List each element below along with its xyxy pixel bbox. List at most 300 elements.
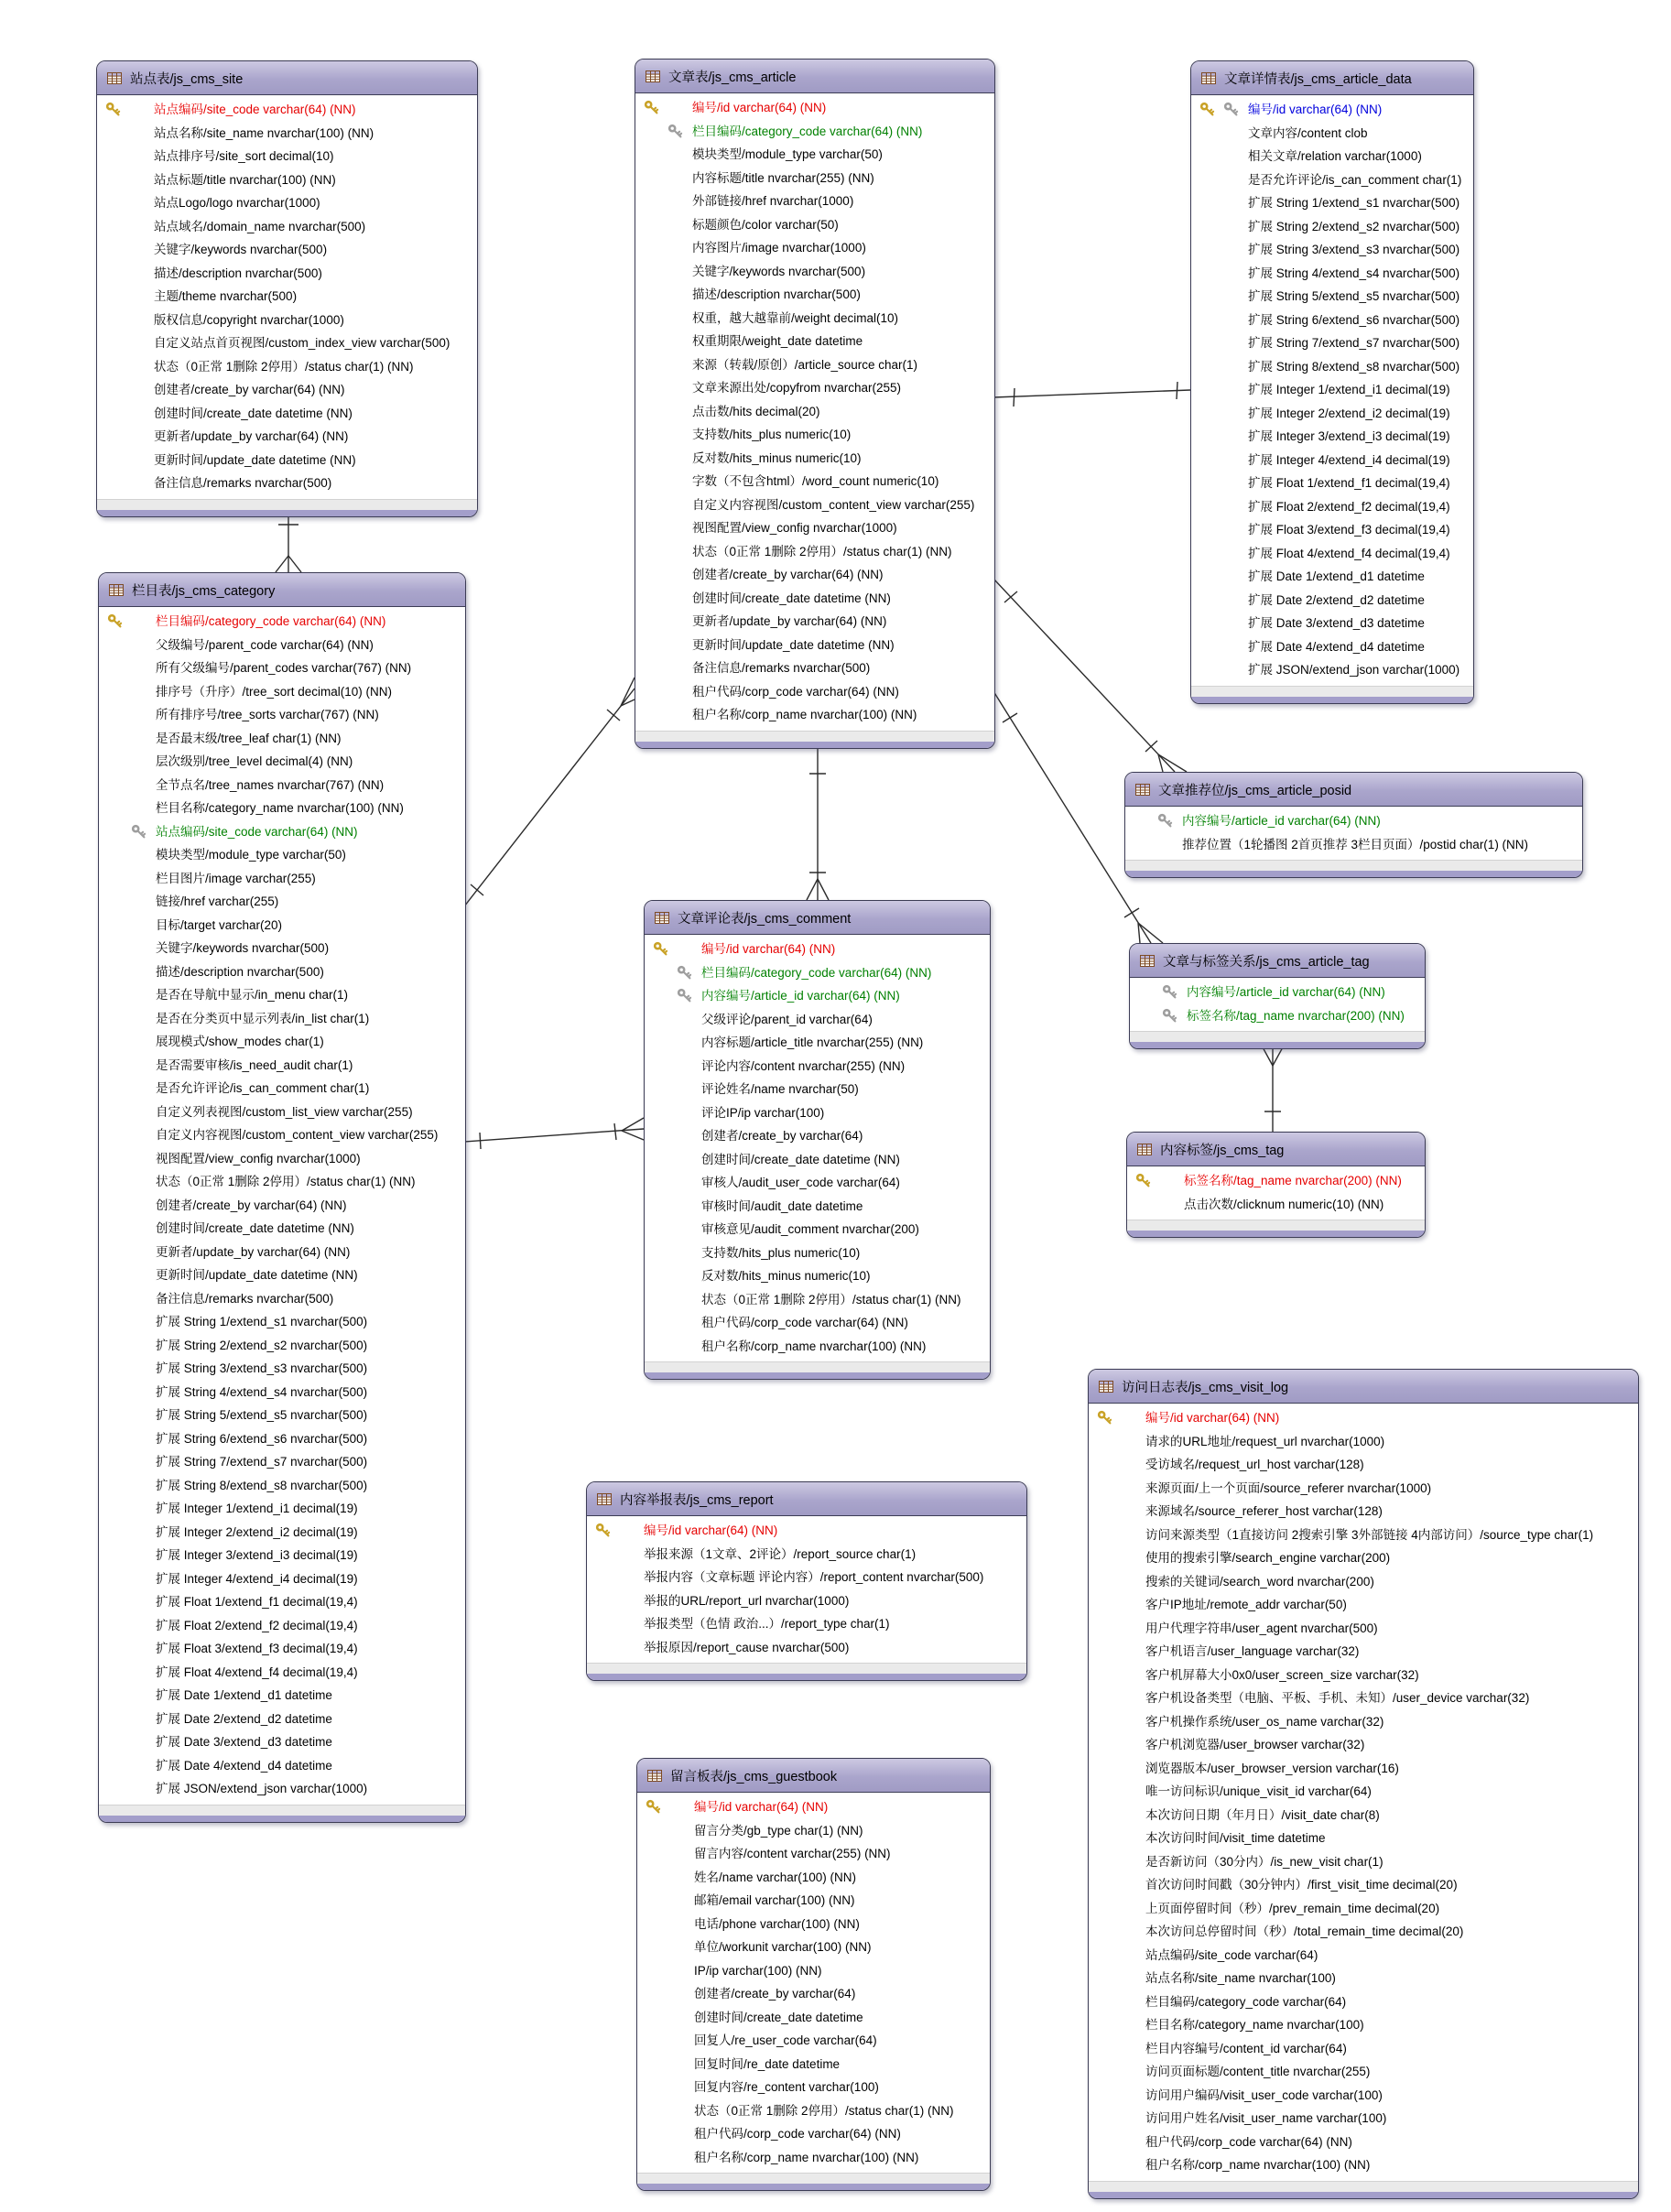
field-row[interactable]	[645, 1264, 990, 1288]
field-row[interactable]	[637, 1819, 990, 1843]
field-row[interactable]	[645, 1101, 990, 1125]
field-label: 支持数/hits_plus numeric(10)	[692, 428, 852, 441]
field-row[interactable]	[1089, 1406, 1638, 1430]
field-row[interactable]	[99, 610, 465, 634]
field-row[interactable]	[99, 1381, 465, 1404]
field-row[interactable]	[637, 2122, 990, 2146]
field-row[interactable]	[99, 1544, 465, 1567]
field-row[interactable]	[97, 215, 477, 239]
field-row[interactable]	[1191, 309, 1473, 332]
table-site[interactable]	[96, 60, 478, 517]
field-label: 扩展 Float 1/extend_f1 decimal(19,4)	[156, 1595, 358, 1609]
table-footer	[99, 1805, 465, 1816]
field-label: 站点排序号/site_sort decimal(10)	[154, 149, 334, 163]
field-row[interactable]	[99, 1357, 465, 1381]
field-row[interactable]	[97, 238, 477, 262]
field-row[interactable]	[97, 331, 477, 355]
field-label: IP/ip varchar(100) (NN)	[694, 1963, 822, 1978]
field-row[interactable]	[1089, 1453, 1638, 1477]
field-row[interactable]	[1089, 2153, 1638, 2177]
field-row[interactable]	[637, 2053, 990, 2076]
field-row[interactable]	[645, 1055, 990, 1079]
field-row[interactable]	[1191, 145, 1473, 168]
field-label: 标题颜色/color varchar(50)	[692, 217, 839, 232]
primary-key-icon	[646, 1799, 662, 1816]
table-field-list	[1130, 978, 1425, 1027]
field-row[interactable]	[637, 2076, 990, 2099]
field-row[interactable]	[1191, 262, 1473, 286]
field-label: 扩展 Integer 2/extend_i2 decimal(19)	[156, 1524, 358, 1539]
field-row[interactable]	[99, 1241, 465, 1264]
field-label: 权重期限/weight_date datetime	[692, 334, 863, 348]
field-row[interactable]	[1127, 1169, 1425, 1193]
field-row[interactable]	[635, 563, 994, 587]
field-row[interactable]	[587, 1612, 1026, 1636]
field-row[interactable]	[97, 191, 477, 215]
field-row[interactable]	[587, 1519, 1026, 1543]
field-row[interactable]	[99, 634, 465, 657]
field-label: 访问页面标题/content_title nvarchar(255)	[1145, 2065, 1371, 2078]
field-row[interactable]	[99, 1521, 465, 1545]
field-row[interactable]	[635, 610, 994, 634]
field-row[interactable]	[635, 353, 994, 377]
field-row[interactable]	[1089, 1477, 1638, 1501]
field-row[interactable]	[1089, 1990, 1638, 2014]
field-row[interactable]	[99, 960, 465, 984]
field-row[interactable]	[635, 587, 994, 611]
field-row[interactable]	[99, 1427, 465, 1451]
field-label: 状态（0正常 1删除 2停用）/status char(1) (NN)	[701, 1292, 961, 1307]
field-row[interactable]	[99, 843, 465, 867]
table-bottom-bar	[645, 1372, 990, 1379]
field-row[interactable]	[635, 213, 994, 237]
table-icon	[1135, 784, 1150, 796]
table-article_posid[interactable]	[1124, 772, 1583, 878]
field-row[interactable]	[1089, 2131, 1638, 2154]
field-row[interactable]	[1089, 1546, 1638, 1570]
field-label: 更新时间/update_date datetime (NN)	[154, 452, 356, 467]
relationship-article-article_data	[1014, 388, 1015, 407]
field-row[interactable]	[1089, 2037, 1638, 2061]
field-row[interactable]	[645, 1335, 990, 1359]
field-row[interactable]	[1089, 1804, 1638, 1827]
field-row[interactable]	[1089, 1897, 1638, 1921]
table-header-comment[interactable]	[645, 901, 990, 935]
table-header-guestbook[interactable]	[637, 1759, 990, 1793]
field-row[interactable]	[635, 376, 994, 400]
field-row[interactable]	[1089, 1710, 1638, 1734]
field-row[interactable]	[1089, 1430, 1638, 1454]
field-label: 备注信息/remarks nvarchar(500)	[692, 661, 871, 675]
field-label: 租户代码/corp_code varchar(64) (NN)	[701, 1316, 908, 1329]
field-row[interactable]	[99, 727, 465, 751]
field-row[interactable]	[99, 914, 465, 938]
field-label: 关键字/keywords nvarchar(500)	[692, 264, 866, 278]
field-row[interactable]	[1191, 122, 1473, 146]
field-row[interactable]	[1191, 168, 1473, 192]
field-row[interactable]	[1089, 1850, 1638, 1874]
field-row[interactable]	[1191, 589, 1473, 613]
primary-key-icon	[107, 613, 124, 630]
field-row[interactable]	[99, 1030, 465, 1054]
field-row[interactable]	[635, 447, 994, 471]
field-row[interactable]	[99, 1404, 465, 1427]
field-row[interactable]	[1191, 378, 1473, 402]
field-row[interactable]	[99, 1450, 465, 1474]
field-row[interactable]	[1125, 809, 1582, 833]
field-row[interactable]	[645, 1031, 990, 1055]
field-row[interactable]	[1191, 425, 1473, 449]
field-row[interactable]	[97, 309, 477, 332]
field-row[interactable]	[637, 2029, 990, 2053]
field-label: 目标/target varchar(20)	[156, 917, 283, 932]
field-row[interactable]	[99, 1101, 465, 1124]
field-label: 客户机操作系统/user_os_name varchar(32)	[1145, 1714, 1384, 1729]
field-row[interactable]	[1089, 1570, 1638, 1594]
field-row[interactable]	[635, 516, 994, 540]
field-label: 自定义列表视图/custom_list_view varchar(255)	[156, 1104, 413, 1119]
field-row[interactable]	[637, 1982, 990, 2006]
field-row[interactable]	[97, 425, 477, 449]
field-row[interactable]	[99, 1730, 465, 1754]
field-row[interactable]	[1191, 495, 1473, 519]
field-row[interactable]	[635, 680, 994, 704]
table-visit_log[interactable]	[1088, 1369, 1639, 2199]
field-row[interactable]	[1191, 612, 1473, 635]
field-row[interactable]	[97, 98, 477, 122]
field-row[interactable]	[99, 1754, 465, 1778]
field-label: 扩展 Date 3/extend_d3 datetime	[1248, 616, 1425, 630]
field-row[interactable]	[637, 1795, 990, 1819]
table-header-article_posid[interactable]	[1125, 773, 1582, 807]
field-row[interactable]	[1089, 1873, 1638, 1897]
table-field-list	[637, 1793, 990, 2169]
field-label: 本次访问总停留时间（秒）/total_remain_time decimal(20)	[1145, 1925, 1464, 1938]
field-row[interactable]	[97, 145, 477, 168]
table-header-report[interactable]	[587, 1482, 1026, 1516]
field-row[interactable]	[99, 1147, 465, 1171]
field-label: 扩展 Date 3/extend_d3 datetime	[156, 1735, 332, 1749]
field-row[interactable]	[645, 938, 990, 961]
field-row[interactable]	[99, 1334, 465, 1358]
field-row[interactable]	[635, 143, 994, 167]
field-row[interactable]	[645, 1008, 990, 1032]
field-row[interactable]	[99, 867, 465, 891]
field-row[interactable]	[635, 260, 994, 284]
field-label: 创建者/create_by varchar(64)	[694, 1987, 856, 2001]
field-row[interactable]	[1191, 449, 1473, 472]
field-row[interactable]	[1089, 1920, 1638, 1944]
field-row[interactable]	[587, 1589, 1026, 1613]
field-row[interactable]	[635, 330, 994, 353]
table-bottom-bar	[587, 1674, 1026, 1680]
field-row[interactable]	[97, 355, 477, 379]
field-row[interactable]	[1191, 472, 1473, 495]
table-icon	[646, 70, 660, 82]
table-header-article_tag[interactable]	[1130, 944, 1425, 978]
field-row[interactable]	[635, 423, 994, 447]
field-row[interactable]	[1089, 2060, 1638, 2084]
field-row[interactable]	[97, 168, 477, 192]
field-row[interactable]	[1089, 1967, 1638, 1990]
field-label: 扩展 Integer 4/extend_i4 decimal(19)	[1248, 452, 1450, 467]
field-row[interactable]	[645, 984, 990, 1008]
field-row[interactable]	[1089, 2084, 1638, 2108]
table-header-visit_log[interactable]	[1089, 1370, 1638, 1404]
table-title: 内容标签/js_cms_tag	[1160, 1143, 1285, 1158]
field-row[interactable]	[99, 1310, 465, 1334]
field-row[interactable]	[1089, 1500, 1638, 1523]
field-row[interactable]	[1191, 191, 1473, 215]
field-row[interactable]	[97, 122, 477, 146]
table-header-site[interactable]	[97, 61, 477, 95]
field-row[interactable]	[99, 1123, 465, 1147]
field-label: 举报类型（色情 政治...）/report_type char(1)	[644, 1617, 890, 1631]
field-label: 栏目编码/category_code varchar(64)	[1145, 1994, 1347, 2009]
field-label: 更新者/update_by varchar(64) (NN)	[692, 614, 887, 628]
field-row[interactable]	[1191, 542, 1473, 566]
field-row[interactable]	[99, 890, 465, 914]
field-row[interactable]	[645, 1218, 990, 1242]
field-row[interactable]	[99, 1287, 465, 1311]
field-row[interactable]	[99, 1708, 465, 1731]
field-row[interactable]	[587, 1566, 1026, 1589]
field-row[interactable]	[645, 1311, 990, 1335]
field-row[interactable]	[99, 750, 465, 774]
field-row[interactable]	[99, 1637, 465, 1661]
field-row[interactable]	[99, 1684, 465, 1708]
field-label: 客户机屏幕大小0x0/user_screen_size varchar(32)	[1145, 1667, 1419, 1682]
field-row[interactable]	[1130, 1004, 1425, 1028]
field-label: 备注信息/remarks nvarchar(500)	[154, 476, 332, 490]
field-row[interactable]	[635, 307, 994, 331]
field-row[interactable]	[645, 1288, 990, 1312]
table-field-list	[1127, 1166, 1425, 1216]
field-row[interactable]	[635, 703, 994, 727]
field-row[interactable]	[1191, 98, 1473, 122]
field-label: 审核人/audit_user_code varchar(64)	[701, 1176, 900, 1189]
field-row[interactable]	[645, 1078, 990, 1101]
field-label: 排序号（升序）/tree_sort decimal(10) (NN)	[156, 684, 393, 699]
field-row[interactable]	[99, 1777, 465, 1801]
field-row[interactable]	[99, 1077, 465, 1101]
field-row[interactable]	[97, 378, 477, 402]
field-row[interactable]	[635, 120, 994, 144]
field-row[interactable]	[99, 1661, 465, 1685]
table-icon	[1137, 1144, 1152, 1155]
field-row[interactable]	[99, 1614, 465, 1638]
field-row[interactable]	[637, 1842, 990, 1866]
primary-key-icon	[653, 941, 669, 958]
field-row[interactable]	[635, 493, 994, 517]
field-row[interactable]	[635, 634, 994, 657]
table-category[interactable]	[98, 572, 466, 1823]
field-row[interactable]	[645, 961, 990, 985]
table-header-category[interactable]	[99, 573, 465, 607]
field-row[interactable]	[99, 1194, 465, 1218]
field-label: 回复时间/re_date datetime	[694, 2056, 841, 2071]
field-label: 使用的搜索引擎/search_engine varchar(200)	[1145, 1551, 1391, 1565]
field-label: 栏目名称/category_name nvarchar(100) (NN)	[156, 801, 404, 815]
field-label: 租户名称/corp_name nvarchar(100) (NN)	[694, 2150, 919, 2164]
field-row[interactable]	[99, 1217, 465, 1241]
field-label: 单位/workunit varchar(100) (NN)	[694, 1940, 872, 1954]
field-row[interactable]	[637, 1936, 990, 1959]
field-label: 权重，越大越靠前/weight decimal(10)	[692, 310, 899, 325]
table-comment[interactable]	[644, 900, 991, 1380]
table-article_tag[interactable]	[1129, 943, 1426, 1049]
field-row[interactable]	[99, 656, 465, 680]
field-row[interactable]	[1089, 1523, 1638, 1547]
field-row[interactable]	[1191, 565, 1473, 589]
field-label: 是否需要审核/is_need_audit char(1)	[156, 1057, 353, 1072]
field-row[interactable]	[1130, 981, 1425, 1004]
field-label: 客户机设备类型（电脑、平板、手机、未知）/user_device varchar(32)	[1145, 1691, 1530, 1705]
field-label: 请求的URL地址/request_url nvarchar(1000)	[1145, 1434, 1385, 1448]
field-row[interactable]	[635, 190, 994, 213]
field-row[interactable]	[645, 1148, 990, 1172]
field-row[interactable]	[1089, 1780, 1638, 1804]
field-row[interactable]	[97, 449, 477, 472]
field-row[interactable]	[1191, 355, 1473, 379]
table-icon	[1140, 955, 1155, 967]
field-row[interactable]	[637, 1959, 990, 1983]
table-footer	[97, 499, 477, 510]
field-label: 扩展 Integer 1/extend_i1 decimal(19)	[1248, 383, 1450, 396]
field-row[interactable]	[99, 1497, 465, 1521]
field-row[interactable]	[1191, 635, 1473, 659]
field-row[interactable]	[99, 703, 465, 727]
field-row[interactable]	[97, 262, 477, 286]
field-row[interactable]	[1191, 518, 1473, 542]
table-header-article_data[interactable]	[1191, 61, 1473, 95]
field-row[interactable]	[97, 472, 477, 495]
field-row[interactable]	[635, 400, 994, 424]
relationship-article-comment	[818, 879, 829, 900]
field-row[interactable]	[99, 820, 465, 844]
field-row[interactable]	[645, 1195, 990, 1219]
field-label: 创建者/create_by varchar(64)	[701, 1129, 863, 1143]
field-row[interactable]	[635, 236, 994, 260]
field-label: 编号/id varchar(64) (NN)	[1248, 103, 1383, 116]
field-row[interactable]	[99, 1054, 465, 1078]
field-row[interactable]	[635, 540, 994, 564]
field-row[interactable]	[99, 774, 465, 797]
field-row[interactable]	[99, 1263, 465, 1287]
field-row[interactable]	[637, 2099, 990, 2123]
table-header-article[interactable]	[635, 60, 994, 93]
field-row[interactable]	[637, 1866, 990, 1890]
field-row[interactable]	[1191, 238, 1473, 262]
field-row[interactable]	[1089, 1944, 1638, 1968]
field-row[interactable]	[97, 402, 477, 426]
field-row[interactable]	[99, 1590, 465, 1614]
field-label: 全节点名/tree_names nvarchar(767) (NN)	[156, 777, 385, 792]
field-row[interactable]	[1191, 402, 1473, 426]
table-article[interactable]	[635, 59, 995, 749]
table-title: 栏目表/js_cms_category	[132, 583, 276, 599]
field-label: 扩展 String 1/extend_s1 nvarchar(500)	[1248, 196, 1460, 210]
field-label: 编号/id varchar(64) (NN)	[701, 942, 836, 956]
relationship-article-comment	[807, 879, 818, 900]
field-row[interactable]	[1089, 1686, 1638, 1710]
field-row[interactable]	[99, 1474, 465, 1498]
field-row[interactable]	[99, 1567, 465, 1591]
table-icon	[597, 1493, 612, 1505]
table-guestbook[interactable]	[636, 1758, 991, 2191]
field-row[interactable]	[1089, 1593, 1638, 1617]
field-label: 扩展 Float 4/extend_f4 decimal(19,4)	[1248, 546, 1450, 560]
field-label: 扩展 Float 2/extend_f2 decimal(19,4)	[156, 1618, 358, 1632]
field-row[interactable]	[635, 167, 994, 190]
field-row[interactable]	[1127, 1193, 1425, 1217]
foreign-key-icon	[667, 124, 684, 140]
field-row[interactable]	[1089, 1757, 1638, 1781]
field-row[interactable]	[99, 983, 465, 1007]
field-row[interactable]	[1089, 1617, 1638, 1641]
field-row[interactable]	[1191, 331, 1473, 355]
field-row[interactable]	[99, 680, 465, 704]
field-row[interactable]	[1191, 285, 1473, 309]
field-row[interactable]	[645, 1242, 990, 1265]
table-footer	[635, 731, 994, 742]
table-icon	[647, 1770, 662, 1782]
field-row[interactable]	[637, 1913, 990, 1936]
field-row[interactable]	[1089, 2107, 1638, 2131]
field-label: 主题/theme nvarchar(500)	[154, 289, 298, 303]
field-row[interactable]	[1191, 658, 1473, 682]
field-row[interactable]	[1191, 215, 1473, 239]
field-row[interactable]	[587, 1636, 1026, 1660]
field-row[interactable]	[637, 2006, 990, 2030]
table-field-list	[99, 607, 465, 1801]
field-row[interactable]	[99, 937, 465, 960]
field-row[interactable]	[1089, 1640, 1638, 1664]
field-row[interactable]	[645, 1124, 990, 1148]
field-row[interactable]	[99, 1170, 465, 1194]
table-report[interactable]	[586, 1481, 1027, 1681]
field-row[interactable]	[1125, 833, 1582, 857]
field-label: 点击次数/clicknum numeric(10) (NN)	[1184, 1197, 1384, 1211]
field-label: 审核时间/audit_date datetime	[701, 1198, 863, 1213]
field-row[interactable]	[99, 1007, 465, 1031]
primary-key-icon	[595, 1523, 612, 1539]
field-row[interactable]	[635, 96, 994, 120]
field-row[interactable]	[99, 797, 465, 820]
table-header-tag[interactable]	[1127, 1133, 1425, 1166]
field-row[interactable]	[637, 1889, 990, 1913]
field-label: 点击数/hits decimal(20)	[692, 404, 820, 418]
field-label: 扩展 String 2/extend_s2 nvarchar(500)	[1248, 219, 1460, 233]
field-row[interactable]	[635, 470, 994, 493]
table-tag[interactable]	[1126, 1132, 1426, 1238]
field-row[interactable]	[635, 283, 994, 307]
field-row[interactable]	[1089, 2013, 1638, 2037]
field-label: 所有父级编号/parent_codes varchar(767) (NN)	[156, 661, 412, 675]
field-label: 栏目内容编号/content_id varchar(64)	[1145, 2041, 1347, 2055]
field-row[interactable]	[645, 1171, 990, 1195]
field-row[interactable]	[587, 1543, 1026, 1567]
field-row[interactable]	[1089, 1733, 1638, 1757]
field-row[interactable]	[1089, 1827, 1638, 1850]
field-row[interactable]	[637, 2146, 990, 2170]
field-row[interactable]	[1089, 1664, 1638, 1687]
field-row[interactable]	[97, 285, 477, 309]
field-label: 站点名称/site_name nvarchar(100) (NN)	[154, 125, 374, 140]
field-label: 扩展 String 6/extend_s6 nvarchar(500)	[156, 1431, 368, 1446]
field-row[interactable]	[635, 656, 994, 680]
table-article_data[interactable]	[1190, 60, 1474, 704]
